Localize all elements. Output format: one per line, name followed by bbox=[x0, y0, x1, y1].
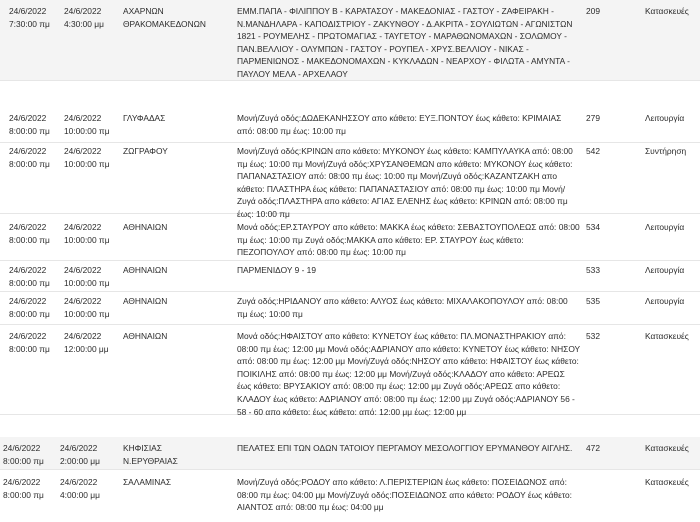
start-datetime: 24/6/2022 8:00:00 πμ bbox=[3, 443, 44, 466]
end-datetime: 24/6/2022 4:00:00 μμ bbox=[60, 477, 100, 500]
area-code: 535 bbox=[586, 296, 600, 306]
affected-streets: Μονή/Ζυγά οδός:ΡΟΔΟΥ απο κάθετο: Λ.ΠΕΡΙΣΤΕΡΙΩΝ έως κάθετο: ΠΟΣΕΙΔΩΝΟΣ από: 08:00 πμ έως: 04:00 μμ Μονή/Ζυγά οδός:ΠΟΣΕΙΔΩΝΟΣ απο κάθετο: ΡΟΔΟΥ έως κάθετο: ΑΙΑΝΤΟΣ από: 08:00 πμ έως: 04:00 μμ bbox=[237, 477, 572, 513]
municipality: ΑΘΗΝΑΙΩΝ bbox=[123, 296, 168, 306]
start-datetime: 24/6/2022 8:00:00 πμ bbox=[9, 222, 50, 245]
work-type: Κατασκευές bbox=[645, 6, 689, 16]
end-datetime: 24/6/2022 10:00:00 πμ bbox=[64, 222, 110, 245]
start-datetime: 24/6/2022 8:00:00 πμ bbox=[9, 331, 50, 354]
municipality: ΑΘΗΝΑΙΩΝ bbox=[123, 222, 168, 232]
municipality: ΖΩΓΡΑΦΟΥ bbox=[123, 146, 168, 156]
table-row bbox=[0, 0, 700, 81]
work-type: Λειτουργία bbox=[645, 296, 685, 306]
area-code: 532 bbox=[586, 331, 600, 341]
affected-streets: ΕΜΜ.ΠΑΠΑ - ΦΙΛΙΠΠΟΥ Β - ΚΑΡΑΤΑΣΟΥ - ΜΑΚΕΔΟΝΙΑΣ - ΓΑΣΤΟΥ - ΖΑΦΕΙΡΑΚΗ - Ν.ΜΑΝΔΗΛΑΡΑ - ΚΑΠΟΔΙΣΤΡΙΟΥ - ΖΑΚΥΝΘΟΥ - Δ.ΑΚΡΙΤΑ - ΣΟΥΛΙΩΤΩΝ - ΑΓΩΝΙΣΤΩΝ 1821 - ΡΟΥΜΕΛΗΣ - ΠΡΩΤΟΜΑΓΙΑΣ - ΤΑΥΓΕΤΟΥ - ΜΑΡΑΘΩΝΟΜΑΧΩΝ - ΣΟΛΩΜΟΥ - ΠΑΝ.ΒΕΛΛΙΟΥ - ΟΛΥΜΠΩΝ - ΓΑΣΤΟΥ - ΡΟΥΠΕΛ - ΧΡΥΣ.ΒΕΛΛΙΟΥ - ΝΙΚΑΣ - ΠΑΡΜΕΝΙΩΝΟΣ - ΜΑΚΕΔΟΝΟΜΑΧΩΝ - ΚΥΚΛΑΔΩΝ - ΝΕΑΡΧΟΥ - ΦΙΛΩΤΑ - ΑΜΥΝΤΑ - ΠΑΥΛΟΥ ΜΕΛΑ - ΑΡΧΕΛΑΟΥ bbox=[237, 6, 573, 79]
start-datetime: 24/6/2022 8:00:00 πμ bbox=[9, 265, 50, 288]
affected-streets: Μονή/Ζυγά οδός:ΔΩΔΕΚΑΝΗΣΣΟΥ απο κάθετο: ΕΥΞ.ΠΟΝΤΟΥ έως κάθετο: ΚΡΙΜΑΙΑΣ από: 08:00 πμ έως: 10:00 πμ bbox=[237, 113, 562, 136]
municipality: ΓΛΥΦΑΔΑΣ bbox=[123, 113, 166, 123]
table-row bbox=[0, 105, 700, 143]
municipality: ΑΘΗΝΑΙΩΝ bbox=[123, 265, 168, 275]
municipality: ΚΗΦΙΣΙΑΣ Ν.ΕΡΥΘΡΑΙΑΣ bbox=[123, 443, 178, 466]
work-type: Λειτουργία bbox=[645, 222, 685, 232]
end-datetime: 24/6/2022 10:00:00 πμ bbox=[64, 265, 110, 288]
area-code: 209 bbox=[586, 6, 600, 16]
start-datetime: 24/6/2022 8:00:00 πμ bbox=[9, 113, 50, 136]
area-code: 542 bbox=[586, 146, 600, 156]
municipality: ΑΘΗΝΑΙΩΝ bbox=[123, 331, 168, 341]
area-code: 279 bbox=[586, 113, 600, 123]
end-datetime: 24/6/2022 4:30:00 μμ bbox=[64, 6, 104, 29]
end-datetime: 24/6/2022 10:00:00 πμ bbox=[64, 296, 110, 319]
affected-streets: Μονά οδός:ΗΦΑΙΣΤΟΥ απο κάθετο: ΚΥΝΕΤΟΥ έως κάθετο: ΠΛ.ΜΟΝΑΣΤΗΡΑΚΙΟΥ από: 08:00 πμ έως: 12:00 μμ Μονά οδός:ΑΔΡΙΑΝΟΥ απο κάθετο: ΚΥΝΕΤΟΥ έως κάθετο: ΝΗΣΟΥ από: 08:00 πμ έως: 12:00 μμ Μονή/Ζυγά οδός:ΝΗΣΟΥ απο κάθετο: ΗΦΑΙΣΤΟΥ έως κάθετο: ΠΟΙΚΙΛΗΣ από: 08:00 πμ έως: 12:00 μμ Μονή/Ζυγά οδός:ΚΛΑΔΟΥ απο κάθετο: ΑΡΕΩΣ έως κάθετο: ΒΡΥΣΑΚΙΟΥ από: 08:00 πμ έως: 12:00 μμ Ζυγά οδός:ΑΡΕΩΣ απο κάθετο: ΚΛΑΔΟΥ έως κάθετο: ΑΔΡΙΑΝΟΥ από: 08:00 πμ έως: 12:00 μμ Ζυγά οδός:ΑΔΡΙΑΝΟΥ 56 - 58 - 60 απο κάθετο: έως κάθετο: από: 12:00 μμ έως: 12:00 μμ bbox=[237, 331, 580, 417]
municipality: ΣΑΛΑΜΙΝΑΣ bbox=[123, 477, 172, 487]
area-code: 533 bbox=[586, 265, 600, 275]
end-datetime: 24/6/2022 10:00:00 πμ bbox=[64, 113, 110, 136]
end-datetime: 24/6/2022 12:00:00 μμ bbox=[64, 331, 109, 354]
start-datetime: 24/6/2022 8:00:00 πμ bbox=[9, 296, 50, 319]
work-type: Λειτουργία bbox=[645, 265, 685, 275]
start-datetime: 24/6/2022 7:30:00 πμ bbox=[9, 6, 50, 29]
end-datetime: 24/6/2022 2:00:00 μμ bbox=[60, 443, 100, 466]
affected-streets: ΠΑΡΜΕΝΙΔΟΥ 9 - 19 bbox=[237, 265, 316, 275]
affected-streets: Ζυγά οδός:ΗΡΙΔΑΝΟΥ απο κάθετο: ΑΛΥΟΣ έως κάθετο: ΜΙΧΑΛΑΚΟΠΟΥΛΟΥ από: 08:00 πμ έως: 10:00 πμ bbox=[237, 296, 568, 319]
municipality: ΑΧΑΡΝΩΝ ΘΡΑΚΟΜΑΚΕΔΟΝΩΝ bbox=[123, 6, 206, 29]
table-row bbox=[0, 260, 700, 292]
area-code: 534 bbox=[586, 222, 600, 232]
start-datetime: 24/6/2022 8:00:00 πμ bbox=[9, 146, 50, 169]
affected-streets: Μονή/Ζυγά οδός:ΚΡΙΝΩΝ απο κάθετο: ΜΥΚΟΝΟΥ έως κάθετο: ΚΑΜΠΥΛΑΥΚΑ από: 08:00 πμ έως: 10:00 πμ Μονή/Ζυγά οδός:ΧΡΥΣΑΝΘΕΜΩΝ απο κάθετο: ΜΥΚΟΝΟΥ έως κάθετο: ΠΑΠΑΝΑΣΤΑΣΙΟΥ από: 08:00 πμ έως: 10:00 πμ Μονή/Ζυγά οδός:ΚΑΖΑΝΤΖΑΚΗ απο κάθετο: ΠΛΑΣΤΗΡΑ έως κάθετο: ΠΑΠΑΝΑΣΤΑΣΙΟΥ από: 08:00 πμ έως: 10:00 πμ Μονή/Ζυγά οδός:ΠΛΑΣΤΗΡΑ απο κάθετο: ΑΓΙΑΣ ΕΛΕΝΗΣ έως κάθετο: ΚΡΙΝΩΝ από: 08:00 πμ έως: 10:00 πμ bbox=[237, 146, 573, 219]
table-row bbox=[0, 437, 700, 470]
work-type: Κατασκευές bbox=[645, 443, 689, 453]
work-type: Συντήρηση bbox=[645, 146, 687, 156]
affected-streets: ΠΕΛΑΤΕΣ ΕΠΙ ΤΩΝ ΟΔΩΝ ΤΑΤΟΙΟΥ ΠΕΡΓΑΜΟΥ ΜΕΣΟΛΟΓΓΙΟΥ ΕΡΥΜΑΝΘΟΥ ΑΙΓΛΗΣ. bbox=[237, 443, 573, 453]
table-row bbox=[0, 213, 700, 261]
table-row bbox=[0, 324, 700, 415]
end-datetime: 24/6/2022 10:00:00 πμ bbox=[64, 146, 110, 169]
table-row bbox=[0, 142, 700, 219]
table-row bbox=[0, 291, 700, 325]
work-type: Κατασκευές bbox=[645, 331, 689, 341]
work-type: Κατασκευές bbox=[645, 477, 689, 487]
start-datetime: 24/6/2022 8:00:00 πμ bbox=[3, 477, 44, 500]
work-type: Λειτουργία bbox=[645, 113, 685, 123]
area-code: 472 bbox=[586, 443, 600, 453]
affected-streets: Μονά οδός:ΕΡ.ΣΤΑΥΡΟΥ απο κάθετο: ΜΑΚΚΑ έως κάθετο: ΣΕΒΑΣΤΟΥΠΟΛΕΩΣ από: 08:00 πμ έως: 10:00 πμ Ζυγά οδός:ΜΑΚΚΑ απο κάθετο: ΕΡ. ΣΤΑΥΡΟΥ έως κάθετο: ΠΕΖΟΠΟΥΛΟΥ από: 08:00 πμ έως: 10:00 πμ bbox=[237, 222, 580, 258]
table-row bbox=[0, 471, 700, 522]
